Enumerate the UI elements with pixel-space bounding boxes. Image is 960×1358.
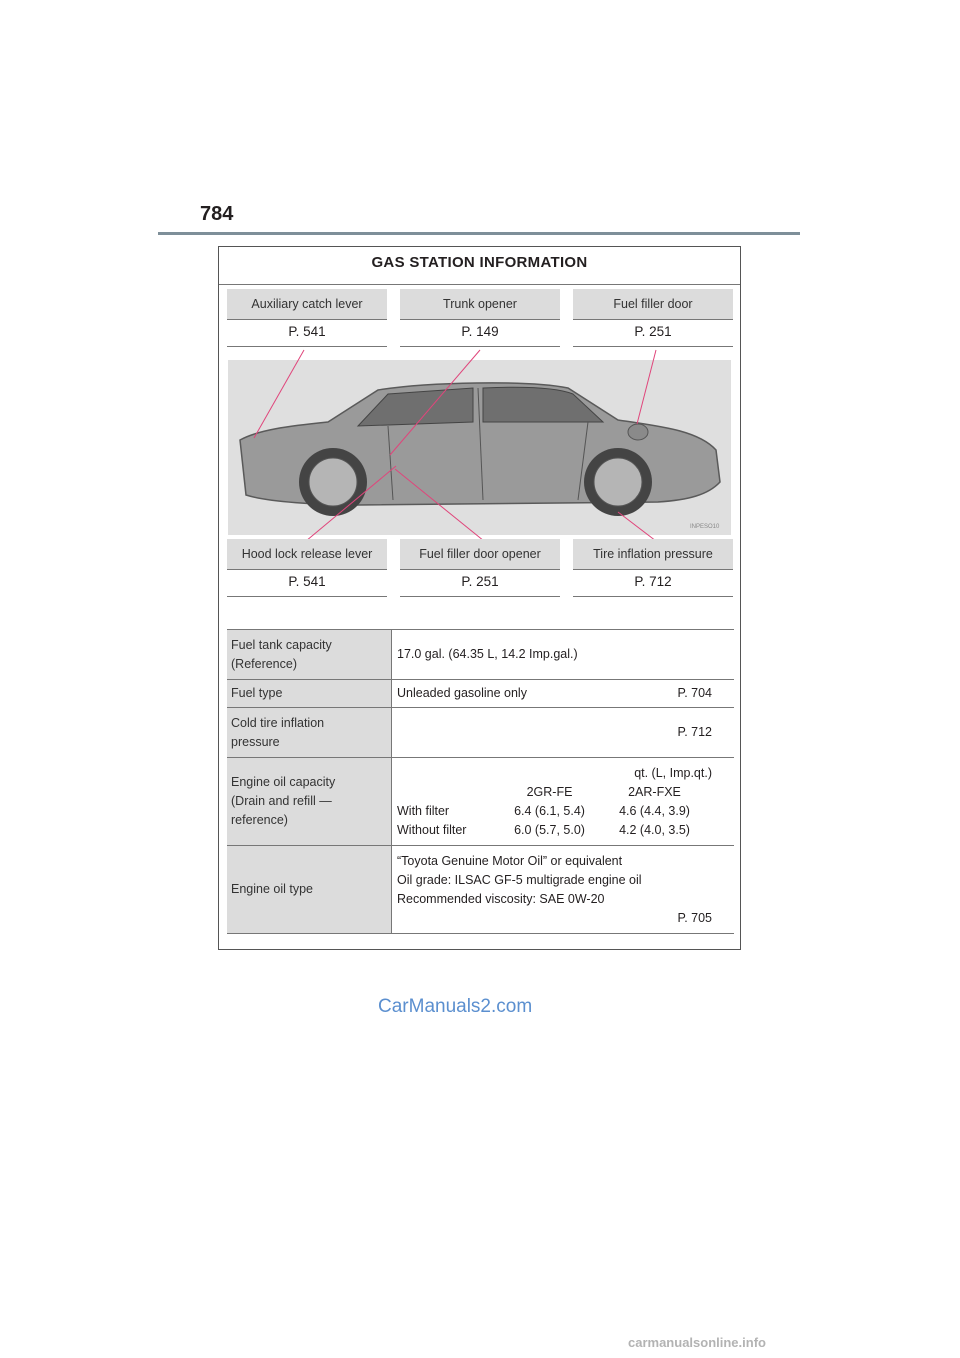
divider bbox=[227, 346, 387, 347]
label-line: Fuel tank capacity bbox=[231, 637, 332, 652]
page-ref: P. 712 bbox=[634, 574, 672, 589]
oil-type-value bbox=[392, 846, 735, 934]
table-row bbox=[227, 846, 734, 934]
divider bbox=[227, 596, 387, 597]
row-label bbox=[227, 708, 392, 758]
page-number: 784 bbox=[200, 203, 234, 225]
label-fuel-filler-door bbox=[573, 289, 733, 347]
watermark-link[interactable]: CarManuals2.com bbox=[378, 996, 533, 1017]
car-side-view bbox=[228, 360, 731, 535]
fuel-tank-value: 17.0 gal. (64.35 L, 14.2 Imp.gal.) bbox=[392, 630, 735, 680]
label-auxiliary-catch-lever bbox=[227, 289, 387, 347]
oil-grid bbox=[397, 783, 712, 840]
image-code: INPESO10 bbox=[690, 524, 720, 530]
table-row bbox=[227, 708, 734, 758]
table-row bbox=[227, 630, 734, 680]
value: 4.2 (4.0, 3.5) bbox=[619, 822, 690, 837]
value: 4.6 (4.4, 3.9) bbox=[619, 803, 690, 818]
fuel-type-value bbox=[392, 680, 735, 708]
page-ref: P. 705 bbox=[677, 910, 712, 925]
label-name: Trunk opener bbox=[400, 289, 560, 319]
page-ref: P. 541 bbox=[288, 324, 326, 339]
page-ref: P. 704 bbox=[677, 686, 712, 700]
row-label: Engine oil type bbox=[227, 846, 392, 934]
header-rule bbox=[158, 232, 800, 235]
engine-col: 2GR-FE bbox=[526, 784, 573, 799]
label-name: Hood lock release lever bbox=[227, 539, 387, 569]
title-divider bbox=[219, 284, 740, 285]
divider bbox=[573, 346, 733, 347]
row-label bbox=[227, 758, 392, 846]
page-ref: P. 149 bbox=[461, 324, 499, 339]
label-hood-lock-release-lever bbox=[227, 539, 387, 597]
label-line: Cold tire inflation bbox=[231, 715, 325, 730]
page-ref: P. 541 bbox=[288, 574, 326, 589]
divider bbox=[400, 596, 560, 597]
label-name: Tire inflation pressure bbox=[573, 539, 733, 569]
row-label: With filter bbox=[397, 803, 450, 818]
row-label: Without filter bbox=[397, 822, 467, 837]
label-fuel-filler-door-opener bbox=[400, 539, 560, 597]
spec-table bbox=[227, 629, 734, 934]
label-line: Engine oil capacity bbox=[231, 775, 336, 789]
label-name: Auxiliary catch lever bbox=[227, 289, 387, 319]
fuel-type-text: Unleaded gasoline only bbox=[397, 686, 527, 700]
divider bbox=[400, 346, 560, 347]
label-line: reference) bbox=[231, 813, 288, 827]
engine-col: 2AR-FXE bbox=[628, 784, 681, 799]
page-ref: P. 712 bbox=[392, 708, 735, 758]
text-line: Recommended viscosity: SAE 0W-20 bbox=[397, 891, 605, 906]
page-ref: P. 251 bbox=[461, 574, 499, 589]
label-line: (Drain and refill — bbox=[231, 794, 332, 808]
label-name: Fuel filler door opener bbox=[400, 539, 560, 569]
page-ref: P. 251 bbox=[634, 324, 672, 339]
label-name: Fuel filler door bbox=[573, 289, 733, 319]
footer-watermark: carmanualsonline.info bbox=[628, 1335, 766, 1350]
text-line: “Toyota Genuine Motor Oil” or equivalent bbox=[397, 853, 623, 868]
label-line: (Reference) bbox=[231, 656, 297, 671]
label-line: pressure bbox=[231, 734, 280, 749]
table-row bbox=[227, 758, 734, 846]
value: 6.4 (6.1, 5.4) bbox=[514, 803, 585, 818]
label-tire-inflation-pressure bbox=[573, 539, 733, 597]
box-title: GAS STATION INFORMATION bbox=[371, 254, 588, 271]
text-line: Oil grade: ILSAC GF-5 multigrade engine oil bbox=[397, 872, 642, 887]
table-row bbox=[227, 680, 734, 708]
row-label bbox=[227, 630, 392, 680]
row-label: Fuel type bbox=[227, 680, 392, 708]
unit: qt. (L, Imp.qt.) bbox=[634, 765, 712, 780]
divider bbox=[573, 596, 733, 597]
label-trunk-opener bbox=[400, 289, 560, 347]
oil-capacity-value bbox=[392, 758, 735, 846]
car-illustration bbox=[228, 360, 731, 535]
value: 6.0 (5.7, 5.0) bbox=[514, 822, 585, 837]
